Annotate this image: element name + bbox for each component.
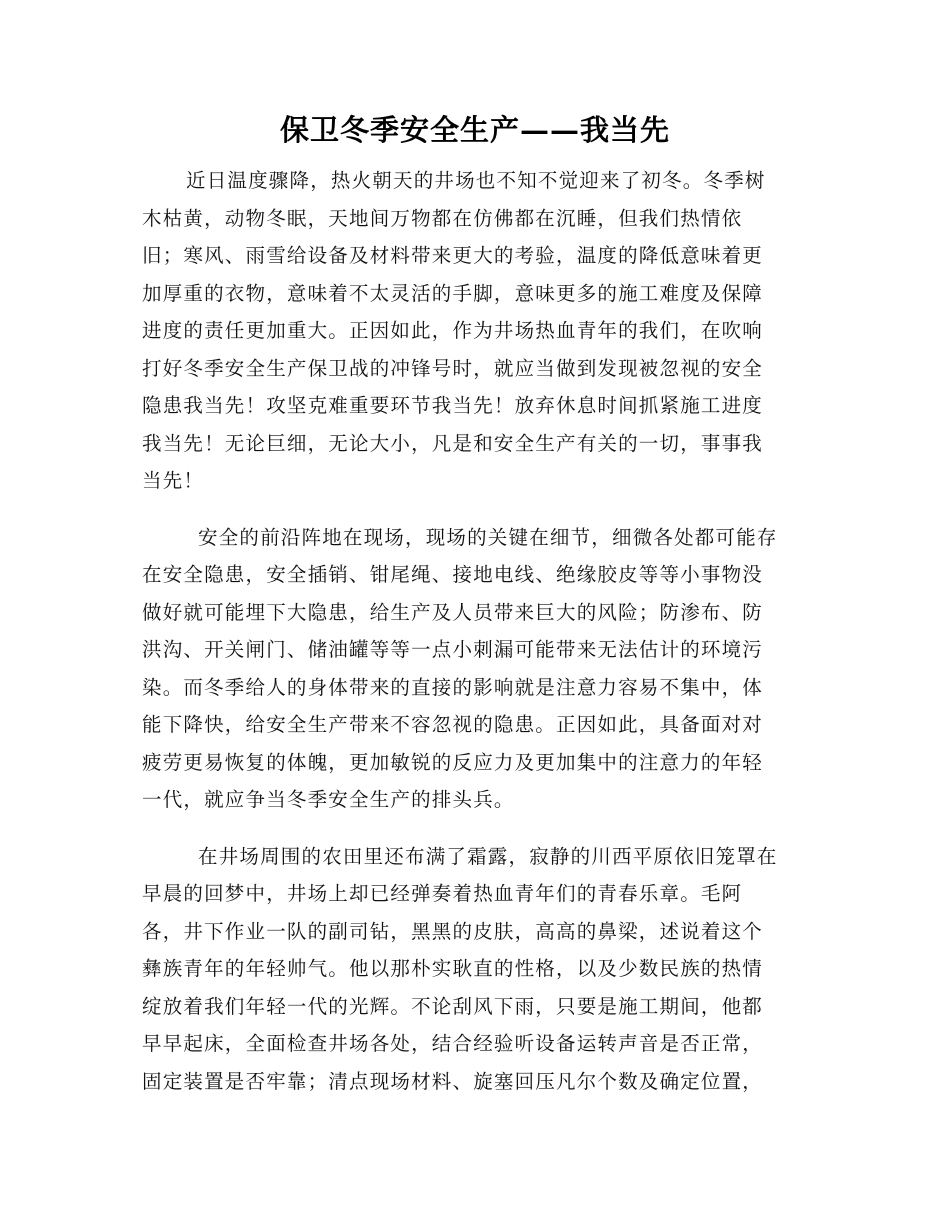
paragraph-line: 早早起床，全面检查井场各处，结合经验听设备运转声音是否正常， — [142, 1032, 764, 1055]
paragraph-line: 各，井下作业一队的副司钻，黑黑的皮肤，高高的鼻梁，述说着这个 — [142, 919, 764, 943]
paragraph-line: 打好冬季安全生产保卫战的冲锋号时，就应当做到发现被忽视的安全 — [142, 356, 764, 380]
paragraph-line: 早晨的回梦中，井场上却已经弹奏着热血青年们的青春乐章。毛阿 — [142, 882, 743, 905]
paragraph-1 — [142, 162, 808, 500]
paragraph-3 — [142, 838, 808, 1101]
paragraph-line: 一代，就应争当冬季安全生产的排头兵。 — [142, 788, 515, 811]
paragraph-line: 疲劳更易恢复的体魄，更加敏锐的反应力及更加集中的注意力的年轻 — [142, 750, 764, 774]
paragraph-2 — [142, 519, 808, 819]
paragraph-line: 能下降快，给安全生产带来不容忽视的隐患。正因如此，具备面对对 — [142, 713, 764, 736]
paragraph-spacer — [142, 500, 808, 519]
paragraph-line: 当先！ — [142, 469, 205, 492]
paragraph-line: 洪沟、开关闸门、储油罐等等一点小刺漏可能带来无法估计的环境污 — [142, 638, 764, 661]
paragraph-line: 进度的责任更加重大。正因如此，作为井场热血青年的我们，在吹响 — [142, 319, 764, 342]
paragraph-line: 在井场周围的农田里还布满了霜露，寂静的川西平原依旧笼罩在 — [198, 844, 778, 868]
document-title: 保卫冬季安全生产——我当先 — [279, 113, 670, 147]
paragraph-line: 安全的前沿阵地在现场，现场的关键在细节，细微各处都可能存 — [198, 525, 778, 549]
paragraph-line: 染。而冬季给人的身体带来的直接的影响就是注意力容易不集中，体 — [142, 675, 764, 699]
paragraph-line: 木枯黄，动物冬眠，天地间万物都在仿佛都在沉睡，但我们热情依 — [142, 206, 743, 230]
paragraph-line: 绽放着我们年轻一代的光辉。不论刮风下雨，只要是施工期间，他都 — [142, 994, 764, 1018]
paragraph-line: 做好就可能埋下大隐患，给生产及人员带来巨大的风险；防渗布、防 — [142, 600, 764, 624]
paragraph-line: 加厚重的衣物，意味着不太灵活的手脚，意味更多的施工难度及保障 — [142, 281, 764, 305]
paragraph-spacer — [142, 819, 808, 838]
paragraph-line: 旧；寒风、雨雪给设备及材料带来更大的考验，温度的降低意味着更 — [142, 244, 764, 267]
paragraph-line: 在安全隐患，安全插销、钳尾绳、接地电线、绝缘胶皮等等小事物没 — [142, 563, 764, 586]
paragraph-line: 近日温度骤降，热火朝天的井场也不知不觉迎来了初冬。冬季树 — [186, 169, 766, 192]
document-body — [142, 162, 808, 1100]
paragraph-line: 固定装置是否牢靠；清点现场材料、旋塞回压凡尔个数及确定位置， — [142, 1069, 764, 1093]
paragraph-line: 彝族青年的年轻帅气。他以那朴实耿直的性格，以及少数民族的热情 — [142, 957, 764, 980]
paragraph-line: 隐患我当先！攻坚克难重要环节我当先！放弃休息时间抓紧施工进度 — [142, 394, 764, 417]
paragraph-line: 我当先！无论巨细，无论大小，凡是和安全生产有关的一切，事事我 — [142, 431, 764, 455]
